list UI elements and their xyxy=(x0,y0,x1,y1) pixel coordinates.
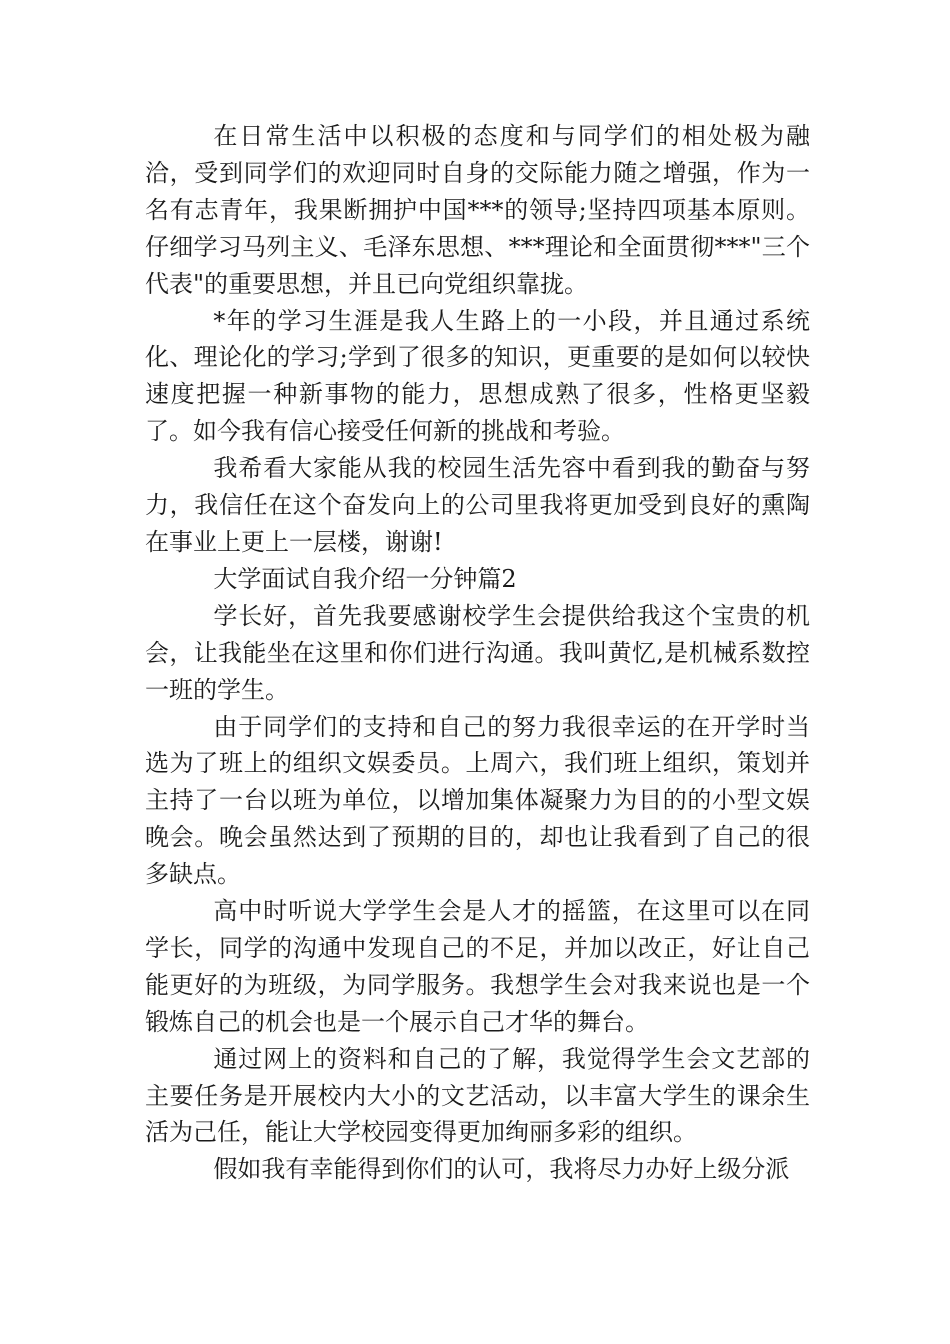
paragraph-5: 由于同学们的支持和自己的努力我很幸运的在开学时当选为了班上的组织文娱委员。上周六，我们班上组织，策划并主持了一台以班为单位，以增加集体凝聚力为目的的小型文娱晚会。晚会虽然达到了预期的目的，却也让我看到了自己的很多缺点。 xyxy=(145,712,810,889)
paragraph-8: 假如我有幸能得到你们的认可，我将尽力办好上级分派 xyxy=(213,1155,790,1184)
paragraph-6: 高中时听说大学学生会是人才的摇篮，在这里可以在同学长，同学的沟通中发现自己的不足，并加以改正，好让自己能更好的为班级，为同学服务。我想学生会对我来说也是一个锻炼自己的机会也是一个展示自己才华的舞台。 xyxy=(145,897,810,1036)
section-heading: 大学面试自我介绍一分钟篇2 xyxy=(213,564,517,593)
paragraph-2: *年的学习生涯是我人生路上的一小段，并且通过系统化、理论化的学习;学到了很多的知识，更重要的是如何以较快速度把握一种新事物的能力，思想成熟了很多，性格更坚毅了。如今我有信心接受任何新的挑战和考验。 xyxy=(145,306,810,446)
paragraph-7: 通过网上的资料和自己的了解，我觉得学生会文艺部的主要任务是开展校内大小的文艺活动，以丰富大学生的课余生活为己任，能让大学校园变得更加绚丽多彩的组织。 xyxy=(145,1044,810,1147)
document-body xyxy=(145,118,810,1188)
paragraph-4: 学长好，首先我要感谢校学生会提供给我这个宝贵的机会，让我能坐在这里和你们进行沟通。我叫黄忆,是机械系数控一班的学生。 xyxy=(145,601,810,704)
paragraph-3: 我希看大家能从我的校园生活先容中看到我的勤奋与努力，我信任在这个奋发向上的公司里我将更加受到良好的熏陶在事业上更上一层楼，谢谢! xyxy=(145,454,810,556)
paragraph-1: 在日常生活中以积极的态度和与同学们的相处极为融洽，受到同学们的欢迎同时自身的交际能力随之增强，作为一名有志青年，我果断拥护中国***的领导;坚持四项基本原则。仔细学习马列主义、毛泽东思想、***理论和全面贯彻***"三个代表"的重要思想，并且已向党组织靠拢。 xyxy=(145,122,810,298)
